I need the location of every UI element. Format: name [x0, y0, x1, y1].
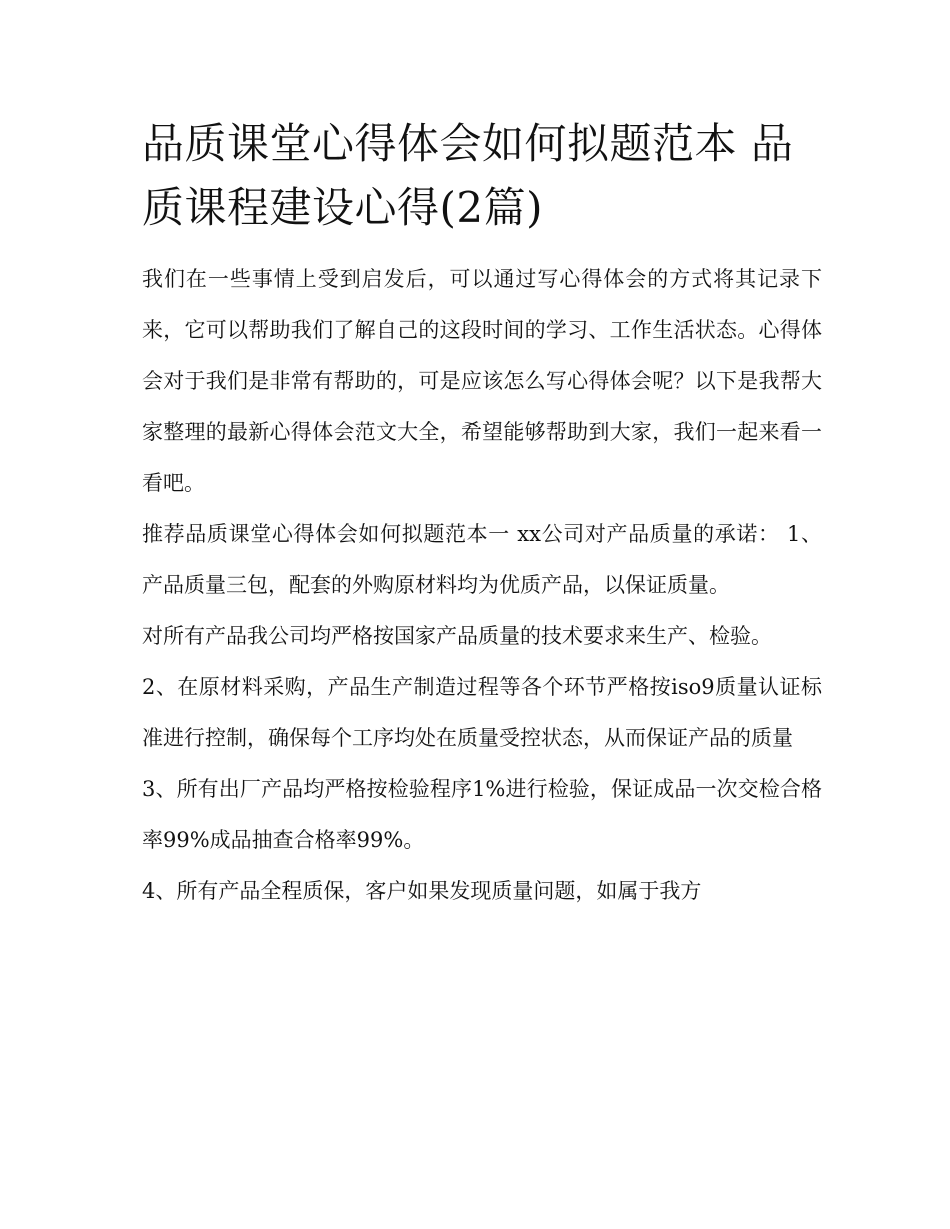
paragraph-commitment-2: 2、在原材料采购，产品生产制造过程等各个环节严格按iso9质量认证标准进行控制，确保每个工序均处在质量受控状态，从而保证产品的质量 — [142, 675, 822, 750]
paragraph-commitment-4: 4、所有产品全程质保，客户如果发现质量问题，如属于我方 — [142, 879, 702, 903]
paragraph-commitment-1: 推荐品质课堂心得体会如何拟题范本一 xx公司对产品质量的承诺： 1、产品质量三包，配套的外购原材料均为优质产品，以保证质量。 — [142, 522, 822, 597]
paragraph-intro: 我们在一些事情上受到启发后，可以通过写心得体会的方式将其记录下来，它可以帮助我们了解自己的这段时间的学习、工作生活状态。心得体会对于我们是非常有帮助的，可是应该怎么写心得体会呢？以下是我帮大家整理的最新心得体会范文大全，希望能够帮助到大家，我们一起来看一看吧。 — [142, 267, 822, 495]
paragraph-standards: 对所有产品我公司均严格按国家产品质量的技术要求来生产、检验。 — [142, 624, 772, 648]
document-page — [142, 112, 822, 917]
paragraph-commitment-3: 3、所有出厂产品均严格按检验程序1%进行检验，保证成品一次交检合格率99%成品抽查合格率99%。 — [142, 777, 822, 852]
document-title: 品质课堂心得体会如何拟题范本 品质课程建设心得(2篇) — [142, 119, 794, 232]
